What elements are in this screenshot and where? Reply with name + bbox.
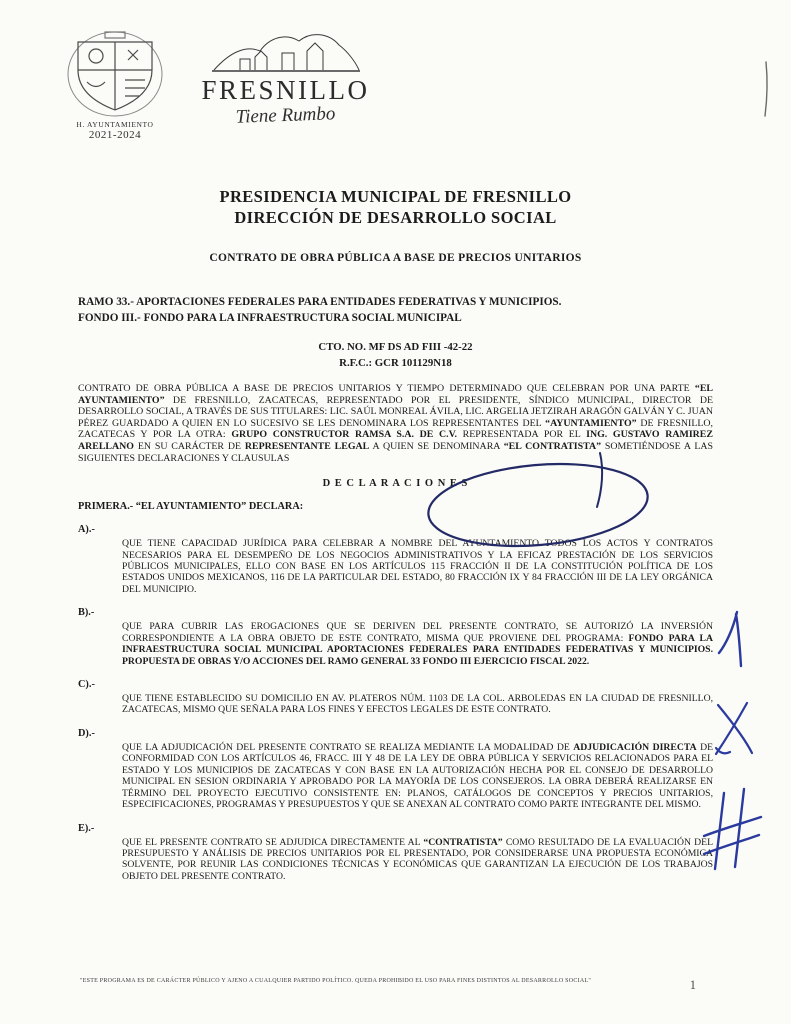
declaration-label: E).- [78,822,95,834]
document-subtitle: CONTRATO DE OBRA PÚBLICA A BASE DE PRECIOS UNITARIOS [209,252,582,265]
contract-number: CTO. NO. MF DS AD FIII -42-22 [318,340,473,353]
document-title [78,186,713,228]
contract-id-block [78,339,713,371]
document-body [78,0,713,892]
pen-check-mark [719,612,741,666]
pen-edge-mark [765,62,767,116]
fresnillo-wordmark: FRESNILLO [201,75,370,105]
title-line-1: PRESIDENCIA MUNICIPAL DE FRESNILLO [219,187,572,206]
declaration-label: C).- [78,679,95,691]
crest-caption: H. AYUNTAMIENTO [76,120,154,129]
declaration-text: QUE PARA CUBRIR LAS EROGACIONES QUE SE DERIVEN DEL PRESENTE CONTRATO, SE AUTORIZÓ LA INVERSIÓN CORRESPONDIENTE A LA OBRA OBJETO DE ESTE CONTRATO, MISMA QUE PROVIENE DEL PROGRAMA: FONDO PARA LA INFRAESTRUCTURA SOCIAL MUNICIPAL APORTACIONES FEDERALES PARA ENTIDADES FEDERATIVAS Y MUNICIPIOS. PROPUESTA DE OBRAS Y/O ACCIONES DEL RAMO GENERAL 33 FONDO III EJERCICIO FISCAL 2022. [122,621,713,667]
page-number: 1 [689,978,696,992]
declaration-label: B).- [78,607,95,619]
program-block [78,294,713,326]
fresnillo-tagline: Tiene Rumbo [235,103,336,128]
declaration-item-e [78,823,713,883]
declaration-label: A).- [78,524,95,536]
declaration-text: QUE TIENE ESTABLECIDO SU DOMICILIO EN AV. PLATEROS NÚM. 1103 DE LA COL. ARBOLEDAS EN LA CIUDAD DE FRESNILLO, ZACATECAS, MISMO QUE SEÑALA PARA LOS FINES Y EFECTOS LEGALES DE ESTE CONTRATO. [122,693,713,716]
contract-rfc: R.F.C.: GCR 101129N18 [339,356,452,369]
footer-disclaimer: "ESTE PROGRAMA ES DE CARÁCTER PÚBLICO Y AJENO A CUALQUIER PARTIDO POLÍTICO. QUEDA PROHIBIDO EL USO PARA FINES DISTINTOS AL DESARROLLO SOCIAL" [80,978,592,984]
title-line-2: DIRECCIÓN DE DESARROLLO SOCIAL [234,208,557,228]
declaration-text: QUE TIENE CAPACIDAD JURÍDICA PARA CELEBRAR A NOMBRE DEL AYUNTAMIENTO TODOS LOS ACTOS Y CONTRATOS NECESARIOS PARA EL DESEMPEÑO DE LOS NEGOCIOS ADMINISTRATIVOS Y LA EFICAZ PRESTACIÓN DE LOS SERVICIOS PÚBLICOS MUNICIPALES, ELLO CON BASE EN LOS ARTÍCULOS 115 FRACCIÓN II DE LA CONSTITUCIÓN POLÍTICA DE LOS ESTADOS UNIDOS MEXICANOS, 116 DE LA PARTICULAR DEL ESTADO, 80 FRACCIÓN IX Y 84 FRACCIÓN III DE LA LEY ORGÁNICA DEL MUNICIPIO. [122,538,713,595]
declaration-text: QUE LA ADJUDICACIÓN DEL PRESENTE CONTRATO SE REALIZA MEDIANTE LA MODALIDAD DE ADJUDICACIÓN DIRECTA DE CONFORMIDAD CON LOS ARTÍCULOS 46, FRACC. III Y 48 DE LA LEY DE OBRA PÚBLICA Y SERVICIOS RELACIONADOS PARA EL ESTADO Y LOS MUNICIPIOS DE ZACATECAS Y CON BASE EN LA AUTORIZACIÓN HECHA POR EL CONSEJO DE DESARROLLO MUNICIPAL EN SESION ORDINARIA Y APROBADO POR LA MAYORÍA DE LOS CONSEJEROS. LA OBRA DEBERÁ REALIZARSE EN TÉRMINO DEL PROYECTO EJECUTIVO CONSISTENTE EN: PLANOS, CATÁLOGOS DE CONCEPTOS Y PRECIOS UNITARIOS, ESPECIFICACIONES, PROGRAMAS Y PRESUPUESTOS Y QUE SE ANEXAN AL CONTRATO COMO PARTE INTEGRANTE DEL MISMO. [122,741,713,811]
declaration-item-a [78,524,713,595]
declaration-text: QUE EL PRESENTE CONTRATO SE ADJUDICA DIRECTAMENTE AL “CONTRATISTA” COMO RESULTADO DE LA EVALUACIÓN DEL PRESUPUESTO Y ANÁLISIS DE PRECIOS UNITARIOS POR EL PRESENTADO, POR CONSIDERARSE UNA PROPUESTA ECONÓMICA SOLVENTE, POR REUNIR LAS CONDICIONES TÉCNICAS Y ECONÓMICAS QUE GARANTIZAN LA EJECUCIÓN DE LOS TRABAJOS OBJETO DEL PRESENTE CONTRATO. [122,836,713,882]
primera-heading: PRIMERA.- “EL AYUNTAMIENTO” DECLARA: [78,501,304,513]
declaration-item-d [78,728,713,811]
declaration-item-c [78,679,713,716]
declarations-heading: D E C L A R A C I O N E S [322,478,469,490]
ramo-line: RAMO 33.- APORTACIONES FEDERALES PARA ENTIDADES FEDERATIVAS Y MUNICIPIOS. [78,296,562,309]
pen-cross-mark [716,703,752,754]
declaration-item-b [78,607,713,667]
crest-years: 2021-2024 [88,129,142,141]
opening-paragraph: CONTRATO DE OBRA PÚBLICA A BASE DE PRECIOS UNITARIOS Y TIEMPO DETERMINADO QUE CELEBRAN POR UNA PARTE “EL AYUNTAMIENTO” DE FRESNILLO, ZACATECAS, REPRESENTADO POR EL PRESIDENTE, SÍNDICO MUNICIPAL, DIRECTOR DE DESARROLLO SOCIAL, A TRAVÉS DE SUS TITULARES: LIC. SAÚL MONREAL ÁVILA, LIC. ARGELIA JETZIRAH ARAGÓN GALVÁN Y C. JUAN PÉREZ GUARDADO A QUIEN EN LO SUCESIVO SE LES DENOMINARA LOS REPRESENTANTES DEL “AYUNTAMIENTO” DE FRESNILLO, ZACATECAS Y POR LA OTRA: GRUPO CONSTRUCTOR RAMSA S.A. DE C.V. REPRESENTADA POR EL ING. GUSTAVO RAMIREZ ARELLANO EN SU CARÁCTER DE REPRESENTANTE LEGAL A QUIEN SE DENOMINARA “EL CONTRATISTA” SOMETIÉNDOSE A LAS SIGUIENTES DECLARACIONES Y CLAUSULAS [78,383,714,464]
fondo-line: FONDO III.- FONDO PARA LA INFRAESTRUCTURA SOCIAL MUNICIPAL [78,312,462,325]
declaration-label: D).- [78,727,95,739]
